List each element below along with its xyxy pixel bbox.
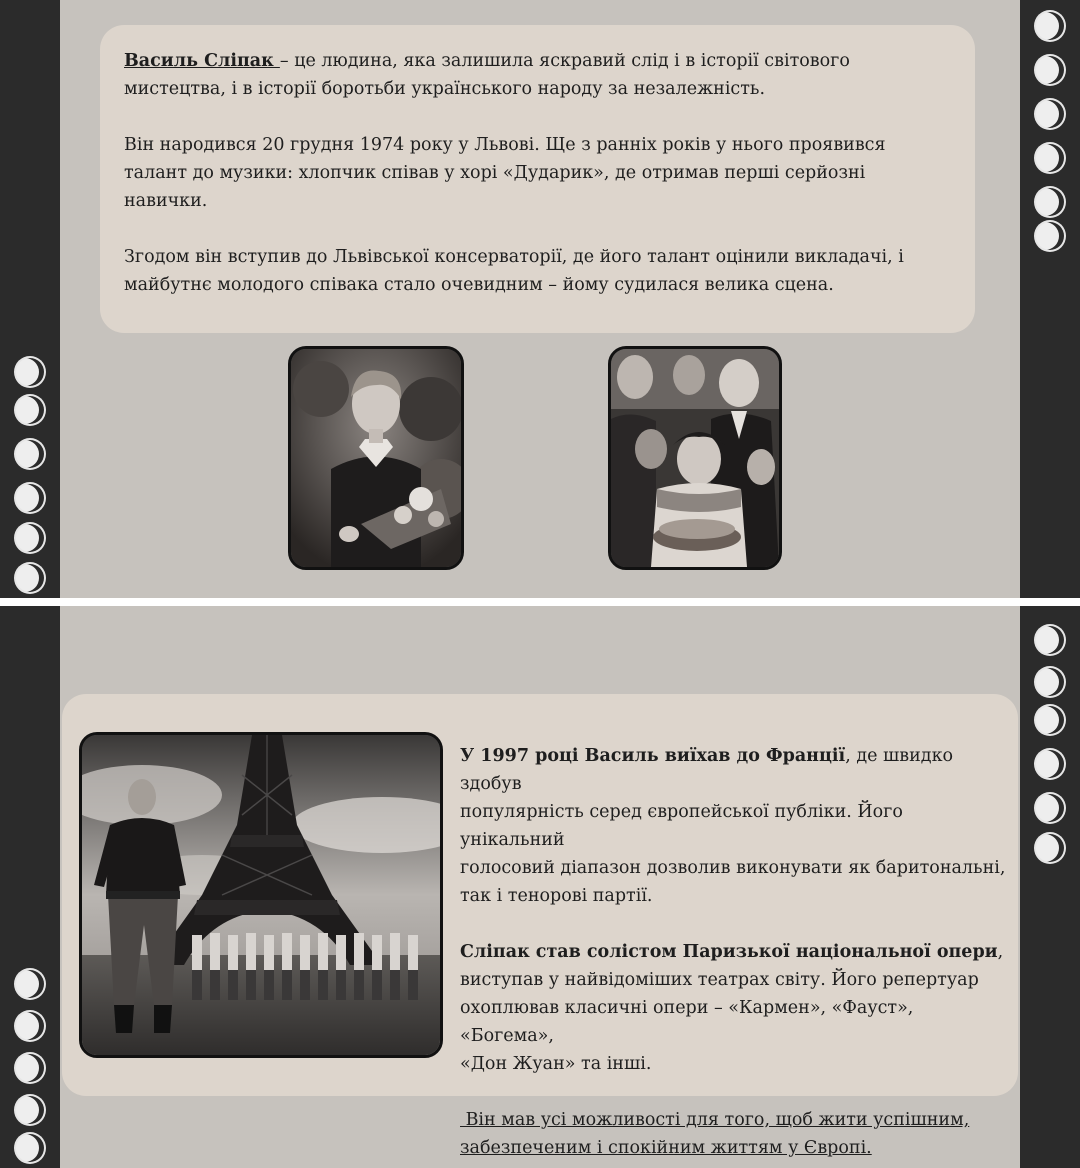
france-line: так і тенорові партії. xyxy=(460,886,653,906)
binder-ring-icon xyxy=(16,1096,44,1124)
binder-ring-icon xyxy=(16,970,44,998)
europe-line: Він мав усі можливості для того, щоб жити успішним, xyxy=(460,1110,970,1130)
france-line: голосовий діапазон дозволив виконувати як баритональні, xyxy=(460,858,1006,878)
binder-ring-icon xyxy=(16,524,44,552)
europe-line: забезпеченим і спокійним життям у Європі. xyxy=(460,1138,872,1158)
binder-ring-icon xyxy=(1036,668,1064,696)
opera-line: охоплював класичні опери – «Кармен», «Фауст», «Богема», xyxy=(460,998,914,1046)
binder-ring-icon xyxy=(1036,144,1064,172)
binder-ring-icon xyxy=(1036,706,1064,734)
person-name: Василь Сліпак xyxy=(124,51,280,71)
conservatory-line: Згодом він вступив до Львівської консерваторії, де його талант оцінили викладачі, і xyxy=(124,247,904,267)
france-paragraph xyxy=(460,742,1008,910)
binder-ring-icon xyxy=(1036,750,1064,778)
binder-ring-icon xyxy=(16,440,44,468)
eiffel-tower-photo-image xyxy=(82,735,440,1055)
binder-ring-icon xyxy=(16,484,44,512)
intro-paragraph xyxy=(124,47,964,103)
binder-ring-icon xyxy=(1036,188,1064,216)
binder-ring-icon xyxy=(16,358,44,386)
birth-line: талант до музики: хлопчик співав у хорі «Дударик», де отримав перші серйозні xyxy=(124,163,866,183)
opera-line: «Дон Жуан» та інші. xyxy=(460,1054,652,1074)
binder-strip-left xyxy=(0,606,60,1168)
france-text xyxy=(460,742,1008,1168)
opera-line: , xyxy=(997,942,1004,962)
france-card xyxy=(62,694,1018,1158)
binder-strip-right xyxy=(1020,0,1080,598)
binder-ring-icon xyxy=(1036,56,1064,84)
france-highlight: У 1997 році Василь виїхав до Франції xyxy=(460,746,846,766)
family-photo xyxy=(608,346,782,570)
childhood-photo xyxy=(288,346,464,570)
opera-line: виступав у найвідоміших театрах світу. Його репертуар xyxy=(460,970,979,990)
conservatory-paragraph xyxy=(124,243,964,299)
binder-ring-icon xyxy=(16,564,44,592)
france-line: , де швидко здобув xyxy=(460,746,954,794)
intro-card xyxy=(100,25,975,333)
europe-paragraph xyxy=(460,1106,1008,1162)
binder-ring-icon xyxy=(1036,834,1064,862)
slide-2 xyxy=(0,606,1080,1168)
birth-line: Він народився 20 грудня 1974 року у Львові. Ще з ранніх років у нього проявився xyxy=(124,135,886,155)
eiffel-tower-photo xyxy=(79,732,443,1058)
intro-text xyxy=(124,47,964,327)
binder-ring-icon xyxy=(16,1134,44,1162)
binder-ring-icon xyxy=(1036,222,1064,250)
binder-ring-icon xyxy=(16,1054,44,1082)
binder-ring-icon xyxy=(1036,794,1064,822)
binder-strip-left xyxy=(0,0,60,598)
intro-line: мистецтва, і в історії боротьби українського народу за незалежність. xyxy=(124,79,766,99)
binder-ring-icon xyxy=(16,1012,44,1040)
binder-ring-icon xyxy=(16,396,44,424)
binder-strip-right xyxy=(1020,606,1080,1168)
conservatory-line: майбутнє молодого співака стало очевидним – йому судилася велика сцена. xyxy=(124,275,834,295)
intro-line: – це людина, яка залишила яскравий слід і в історії світового xyxy=(279,51,850,71)
birth-paragraph xyxy=(124,131,964,215)
childhood-photo-image xyxy=(291,349,461,567)
birth-line: навички. xyxy=(124,191,208,211)
france-line: популярність серед європейської публіки. Його унікальний xyxy=(460,802,903,850)
family-photo-image xyxy=(611,349,779,567)
opera-paragraph xyxy=(460,938,1008,1078)
binder-ring-icon xyxy=(1036,626,1064,654)
binder-ring-icon xyxy=(1036,12,1064,40)
opera-highlight: Сліпак став солістом Паризької національної опери xyxy=(460,942,998,962)
binder-ring-icon xyxy=(1036,100,1064,128)
